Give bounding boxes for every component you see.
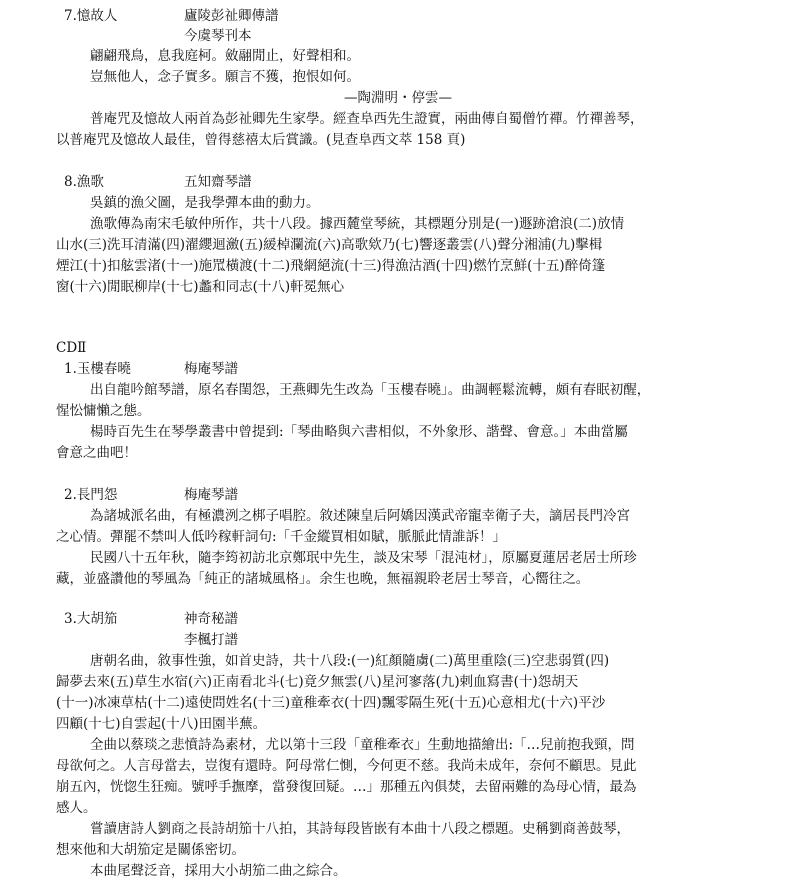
paragraph-line: 本曲尾聲泛音，採用大小胡笳二曲之綜合。 <box>90 863 347 879</box>
poem-line: 翩翩飛鳥，息我庭柯。斂翮閒止，好聲相和。 <box>90 48 360 64</box>
paragraph-line: 以普庵咒及憶故人最佳，曾得慈禧太后賞識。(見查阜西文萃 158 頁) <box>56 132 466 148</box>
paragraph-line: 嘗讀唐詩人劉商之長詩胡笳十八拍，其詩每段皆嵌有本曲十八段之標題。史稱劉商善鼓琴， <box>90 821 630 837</box>
paragraph-line: 吳鎮的漁父圖，是我學彈本曲的動力。 <box>90 195 320 211</box>
section-source-edition: 今虞琴刊本 <box>184 28 252 44</box>
paragraph-line: 楊時百先生在琴學叢書中曾提到:「琴曲略與六書相似，不外象形、諧聲、會意。」本曲當屬 <box>90 424 628 440</box>
paragraph-line: 唐朝名曲，敘事性強，如首史詩，共十八段:(一)紅顏隨虜(二)萬里重陰(三)空悲弱質(四) <box>90 653 610 669</box>
section-heading: 1.玉樓春曉 <box>64 361 131 377</box>
section-heading: 8.漁歌 <box>64 174 104 190</box>
paragraph-line: 想來他和大胡笳定是關係密切。 <box>56 842 245 858</box>
poem-attribution: —陶淵明・停雲— <box>344 90 452 106</box>
section-source: 神奇秘譜 <box>184 611 238 627</box>
paragraph-line: 崩五內，恍惚生狂痴。號呼手撫摩，當發復回疑。…」那種五內俱焚，去留兩難的為母心情，最為 <box>56 779 637 795</box>
paragraph-line: 歸夢去來(五)草生水宿(六)正南看北斗(七)竟夕無雲(八)星河寥落(九)剌血寫書(十)怨胡天 <box>56 674 579 690</box>
paragraph-line: 為諸城派名曲，有極濃洌之梆子唱腔。敘述陳皇后阿嬌因漢武帝寵幸衛子夫，謫居長門冷宮 <box>90 508 630 524</box>
paragraph-line: (十一)冰凍草枯(十二)遠使問姓名(十三)童稚牽衣(十四)飄零隔生死(十五)心意相尤(十六)平沙 <box>56 695 606 711</box>
section-source: 廬陵彭祉卿傳譜 <box>184 8 279 24</box>
section-source: 梅庵琴譜 <box>184 487 238 503</box>
paragraph-line: 全曲以蔡琰之悲憤詩為素材，尤以第十三段「童稚牽衣」生動地描繪出:「…兒前抱我頸，問 <box>90 737 635 753</box>
paragraph-line: 民國八十五年秋，隨李筠初訪北京鄭珉中先生，談及宋琴「混沌材」，原屬夏蓮居老居士所珍 <box>90 550 637 566</box>
paragraph-line: 惺忪慵懶之態。 <box>56 403 151 419</box>
paragraph-line: 出自龍吟館琴譜，原名春閨怨，王燕卿先生改為「玉樓春曉」。曲調輕鬆流轉，頗有春眠初醒， <box>90 382 651 398</box>
paragraph-line: 母欲何之。人言母當去，豈復有還時。阿母常仁惻，今何更不慈。我尚未成年，奈何不顧思。見此 <box>56 758 637 774</box>
paragraph-line: 煙江(十)扣舷雲渚(十一)施罛橫渡(十二)飛網絕流(十三)得漁沽酒(十四)燃竹烹鮮(十五)醉倚篷 <box>56 258 606 274</box>
section-heading: 3.大胡笳 <box>64 611 118 627</box>
section-source: 五知齋琴譜 <box>184 174 252 190</box>
paragraph-line: 漁歌傳為南宋毛敏仲所作，共十八段。據西麓堂琴統，其標題分別是(一)遯跡滄浪(二)放情 <box>90 216 625 232</box>
section-source: 梅庵琴譜 <box>184 361 238 377</box>
section-heading: 7.憶故人 <box>64 8 118 24</box>
paragraph-line: 之心情。彈罷不禁叫人低吟稼軒詞句:「千金縱買相如賦，脈脈此情誰訴！」 <box>56 529 507 545</box>
paragraph-line: 會意之曲吧！ <box>56 445 137 461</box>
paragraph-line: 四顧(十七)自雲起(十八)田園半蕪。 <box>56 716 267 732</box>
section-heading: 2.長門怨 <box>64 487 118 503</box>
paragraph-line: 窗(十六)閒眠柳岸(十七)蠡和同志(十八)軒冕無心 <box>56 279 345 295</box>
paragraph-line: 藏，並盛讚他的琴風為「純正的諸城風格」。余生也晚，無福親聆老居士琴音，心嚮往之。 <box>56 571 590 587</box>
poem-line: 豈無他人，念子實多。願言不獲，抱恨如何。 <box>90 69 360 85</box>
paragraph-line: 感人。 <box>56 800 97 816</box>
cd-label: CDⅡ <box>56 340 87 356</box>
paragraph-line: 普庵咒及憶故人兩首為彭祉卿先生家學。經查阜西先生證實，兩曲傳自蜀僧竹禪。竹禪善琴， <box>90 111 644 127</box>
section-source-transcriber: 李楓打譜 <box>184 632 238 648</box>
paragraph-line: 山水(三)洗耳清滿(四)濯纓迴瀲(五)緩棹瀾流(六)高歌欸乃(七)響逐叢雲(八)聲分湘浦(九)擊楫 <box>56 237 603 253</box>
